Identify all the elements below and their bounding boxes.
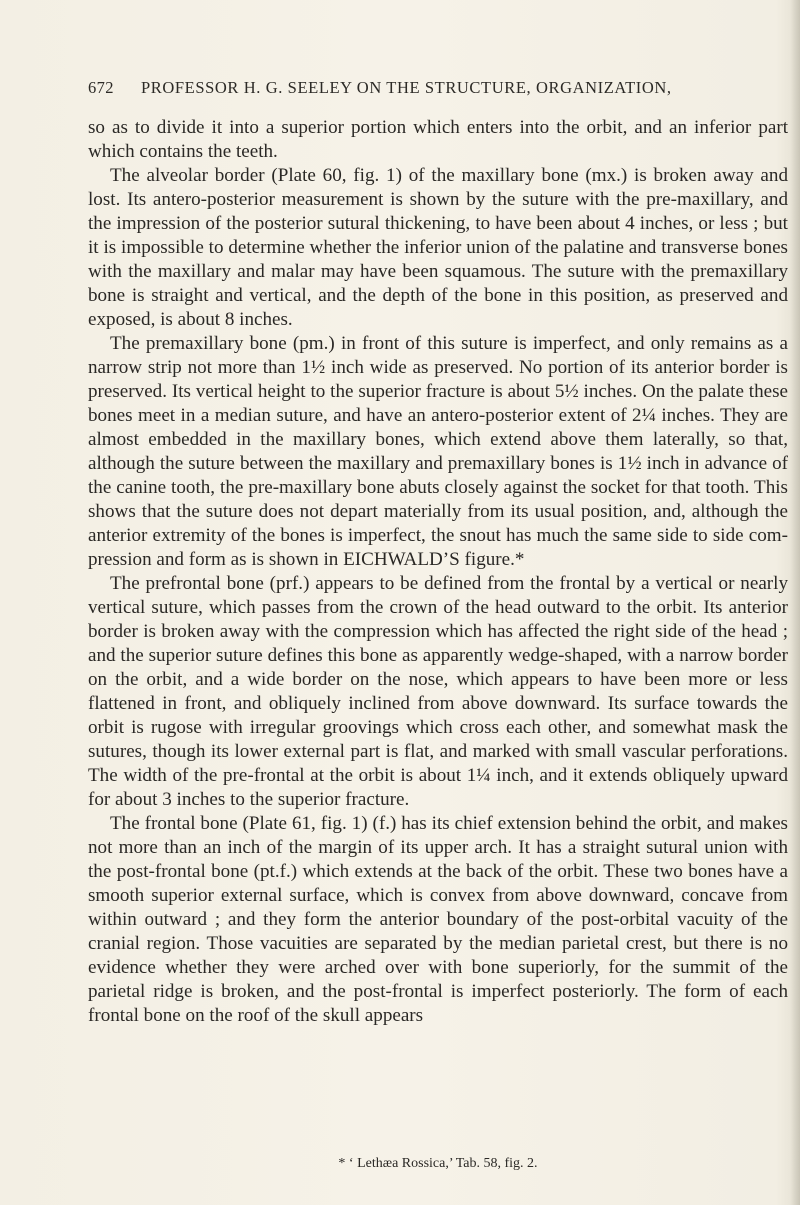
page-edge-shadow xyxy=(790,0,800,1205)
running-header xyxy=(88,78,728,100)
running-title: PROFESSOR H. G. SEELEY ON THE STRUCTURE, ORGANIZATION, xyxy=(141,78,672,97)
footnote: * ‘ Lethæa Rossica,’ Tab. 58, fig. 2. xyxy=(338,1156,538,1171)
page-number: 672 xyxy=(88,78,114,97)
body-text xyxy=(88,116,788,1028)
paragraph-frontal: The frontal bone (Plate 61, fig. 1) (f.) has its chief extension behind the orbit, and makes not more than an inch of the margin of its upper arch. It has a straight sutural union with the post-frontal bone (pt.f.) which extends at the back of the orbit. These two bones have a smooth superior external surface, which is convex from above downward, concave from within outward ; and they form the anterior boundary of the post-orbital vacuity of the cranial region. Those vacuities are separated by the median parietal crest, but there is no evidence whether they were arched over with bone superiorly, for the summit of the parietal ridge is broken, and the post-frontal is imperfect posteriorly. The form of each frontal bone on the roof of the skull appears xyxy=(88,813,788,1026)
paragraph-premaxillary: The premaxillary bone (pm.) in front of this suture is imperfect, and only remains as a narrow strip not more than 1½ inch wide as preserved. No portion of its anterior border is preserved. Its vertical height to the superior fracture is about 5½ inches. On the palate these bones meet in a median suture, and have an antero-posterior extent of 2¼ inches. They are almost embedded in the maxillary bones, which extend above them laterally, so that, although the suture between the maxillary and premaxillary bones is 1½ inch in advance of the canine tooth, the pre-maxillary bone abuts closely against the socket for that tooth. This shows that the suture does not depart materially from its usual position, and, although the anterior extremity of the bones is imperfect, the snout has much the same side to side com-pression and form as is shown in EICHWALD’S figure.* xyxy=(88,333,788,570)
paragraph-maxillary: The alveolar border (Plate 60, fig. 1) of the maxillary bone (mx.) is broken away and lost. Its antero-posterior measurement is shown by the suture with the pre-maxillary, and the impression of the posterior sutural thickening, to have been about 4 inches, or less ; but it is impossible to determine whether the inferior union of the palatine and transverse bones with the maxillary and malar may have been squamous. The suture with the premaxillary bone is straight and vertical, and the depth of the bone in this position, as preserved and exposed, is about 8 inches. xyxy=(88,165,788,330)
paragraph-prefrontal: The prefrontal bone (prf.) appears to be defined from the frontal by a vertical or nearly vertical suture, which passes from the crown of the head outward to the orbit. Its anterior border is broken away with the compression which has affected the right side of the head ; and the superior suture defines this bone as apparently wedge-shaped, with a narrow border on the orbit, and a wide border on the nose, which appears to have been more or less flattened in front, and obliquely inclined from above downward. Its surface towards the orbit is rugose with irregular groovings which cross each other, and somewhat mask the sutures, though its lower external part is flat, and marked with small vascular perforations. The width of the pre-frontal at the orbit is about 1¼ inch, and it extends obliquely upward for about 3 inches to the superior fracture. xyxy=(88,573,788,810)
paragraph-continuation: so as to divide it into a superior portion which enters into the orbit, and an inferior part which contains the teeth. xyxy=(88,117,788,162)
